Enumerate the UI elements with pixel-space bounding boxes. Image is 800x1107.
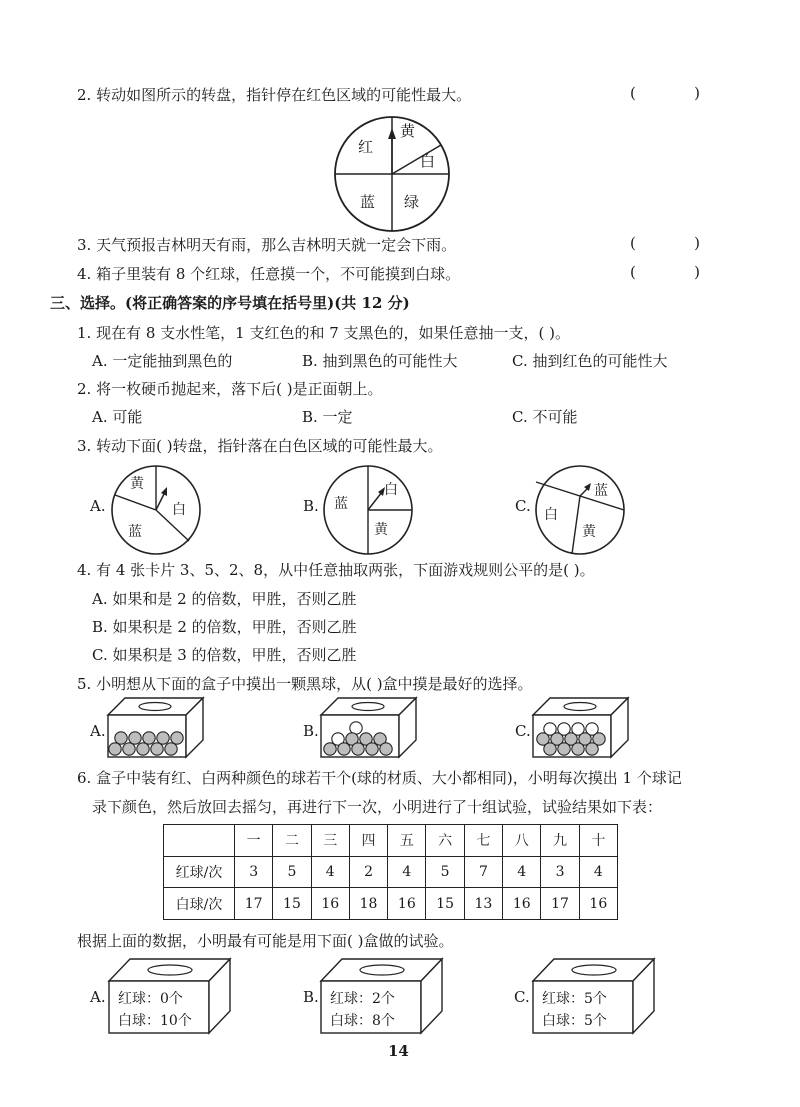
choice-q2-option-b[interactable]: B. 一定 [302, 408, 353, 426]
table-cell: 17 [541, 888, 579, 920]
gray-ball [572, 743, 584, 755]
paren-open: ( [630, 234, 636, 252]
gray-ball [352, 743, 364, 755]
table-cell: 5 [273, 856, 311, 888]
choice-q6-stem-line1: 6. 盒子中装有红、白两种颜色的球若干个(球的材质、大小都相同)，小明每次摸出 1 个球记 [77, 769, 682, 787]
choice-q4-stem: 4. 有 4 张卡片 3、5、2、8，从中任意抽取两张，下面游戏规则公平的是( )。 [77, 561, 595, 579]
table-header-cell: 一 [235, 825, 273, 857]
table-cell: 17 [235, 888, 273, 920]
gray-ball [165, 743, 177, 755]
table-cell: 13 [464, 888, 502, 920]
table-cell: 5 [426, 856, 464, 888]
choice-q1-option-a[interactable]: A. 一定能抽到黑色的 [92, 352, 233, 370]
tf-q2-answer[interactable] [630, 84, 700, 102]
box-a-white-count: 白球：10个 [118, 1013, 192, 1029]
gray-ball [380, 743, 392, 755]
choice-q5-label-b[interactable]: B. [303, 722, 319, 740]
choice-q1-option-c[interactable]: C. 抽到红色的可能性大 [512, 352, 668, 370]
choice-q5-label-c[interactable]: C. [515, 722, 531, 740]
gray-ball [137, 743, 149, 755]
table-header-cell [164, 825, 235, 857]
choice-q6-box-c[interactable] [530, 955, 658, 1037]
paren-open: ( [630, 263, 636, 281]
choice-q6-box-b[interactable] [318, 955, 446, 1037]
table-row [164, 856, 618, 888]
choice-q5-box-c[interactable] [530, 695, 630, 760]
spinner-label-red: 红 [358, 138, 374, 156]
choice-q3-stem: 3. 转动下面( )转盘，指针落在白色区域的可能性最大。 [77, 437, 443, 455]
choice-q3-spinner-c[interactable] [532, 462, 628, 558]
table-row [164, 888, 618, 920]
table-cell: 18 [349, 888, 387, 920]
choice-q6-label-a[interactable]: A. [90, 988, 106, 1006]
choice-q5-box-b[interactable] [318, 695, 418, 760]
table-cell: 7 [464, 856, 502, 888]
gray-ball [338, 743, 350, 755]
gray-ball [151, 743, 163, 755]
table-cell: 2 [349, 856, 387, 888]
gray-ball [586, 743, 598, 755]
paren-close: ) [694, 263, 700, 281]
tf-q3-answer[interactable] [630, 234, 700, 252]
choice-q6-stem-line2: 录下颜色，然后放回去摇匀，再进行下一次，小明进行了十组试验，试验结果如下表： [92, 798, 663, 816]
choice-q3-label-c[interactable]: C. [515, 497, 531, 515]
box-c-red-count: 红球：5个 [542, 991, 607, 1007]
gray-ball [109, 743, 121, 755]
paren-close: ) [694, 84, 700, 102]
tf-q4-text: 4. 箱子里装有 8 个红球，任意摸一个，不可能摸到白球。 [77, 265, 461, 283]
table-cell: 4 [579, 856, 617, 888]
choice-q5-label-a[interactable]: A. [90, 722, 106, 740]
box-a-red-count: 红球：0个 [118, 991, 183, 1007]
table-cell: 15 [426, 888, 464, 920]
table-header-row [164, 825, 618, 857]
spinner-label-white: 白 [420, 152, 436, 170]
spinner-label-white: 白 [544, 507, 558, 523]
tf-q4-answer[interactable] [630, 263, 700, 281]
gray-ball [115, 732, 127, 744]
table-cell: 4 [503, 856, 541, 888]
box-c-white-count: 白球：5个 [542, 1013, 607, 1029]
spinner-label-yellow: 黄 [374, 522, 388, 538]
gray-ball [129, 732, 141, 744]
choice-q3-label-a[interactable]: A. [90, 497, 106, 515]
table-header-cell: 八 [503, 825, 541, 857]
table-header-cell: 九 [541, 825, 579, 857]
spinner-label-white: 白 [384, 482, 398, 498]
box-b-red-count: 红球：2个 [330, 991, 395, 1007]
table-cell: 15 [273, 888, 311, 920]
table-cell: 16 [503, 888, 541, 920]
spinner-label-blue: 蓝 [594, 483, 608, 499]
spinner-label-green: 绿 [404, 193, 420, 211]
table-header-cell: 四 [349, 825, 387, 857]
choice-q5-box-a[interactable] [105, 695, 205, 760]
gray-ball [123, 743, 135, 755]
section-3-title: 三、选择。(将正确答案的序号填在括号里)(共 12 分) [50, 294, 410, 312]
box-b-white-count: 白球：8个 [330, 1013, 395, 1029]
page-number: 14 [388, 1042, 409, 1060]
gray-ball [157, 732, 169, 744]
spinner-label-white: 白 [172, 502, 186, 518]
gray-ball [324, 743, 336, 755]
choice-q1-option-b[interactable]: B. 抽到黑色的可能性大 [302, 352, 458, 370]
spinner-label-yellow: 黄 [582, 524, 596, 540]
choice-q2-option-c[interactable]: C. 不可能 [512, 408, 578, 426]
table-cell: 白球/次 [164, 888, 235, 920]
table-header-cell: 七 [464, 825, 502, 857]
choice-q4-option-a[interactable]: A. 如果和是 2 的倍数，甲胜，否则乙胜 [92, 590, 357, 608]
table-header-cell: 二 [273, 825, 311, 857]
table-cell: 3 [541, 856, 579, 888]
choice-q1-stem: 1. 现在有 8 支水性笔，1 支红色的和 7 支黑色的，如果任意抽一支，( )。 [77, 324, 571, 342]
gray-ball [171, 732, 183, 744]
spinner-label-blue: 蓝 [360, 193, 376, 211]
table-header-cell: 三 [311, 825, 349, 857]
spinner-label-blue: 蓝 [334, 496, 348, 512]
choice-q3-label-b[interactable]: B. [303, 497, 319, 515]
choice-q6-label-c[interactable]: C. [514, 988, 530, 1006]
tf-q2-text: 2. 转动如图所示的转盘，指针停在红色区域的可能性最大。 [77, 86, 472, 104]
table-header-cell: 十 [579, 825, 617, 857]
table-header-cell: 五 [388, 825, 426, 857]
trial-results-table [163, 824, 618, 920]
gray-ball [143, 732, 155, 744]
spinner-label-yellow: 黄 [400, 122, 416, 140]
choice-q6-question: 根据上面的数据，小明最有可能是用下面( )盒做的试验。 [77, 932, 454, 950]
tf-q3-text: 3. 天气预报吉林明天有雨，那么吉林明天就一定会下雨。 [77, 236, 457, 254]
gray-ball [366, 743, 378, 755]
table-cell: 红球/次 [164, 856, 235, 888]
paren-close: ) [694, 234, 700, 252]
table-cell: 4 [311, 856, 349, 888]
choice-q6-label-b[interactable]: B. [303, 988, 319, 1006]
gray-ball [544, 743, 556, 755]
choice-q3-spinner-b[interactable] [320, 462, 416, 558]
ball-group [109, 732, 183, 755]
choice-q4-option-c[interactable]: C. 如果积是 3 的倍数，甲胜，否则乙胜 [92, 646, 357, 664]
table-cell: 4 [388, 856, 426, 888]
choice-q2-option-a[interactable]: A. 可能 [92, 408, 143, 426]
tf-q2-spinner [330, 112, 454, 236]
choice-q2-stem: 2. 将一枚硬币抛起来，落下后( )是正面朝上。 [77, 380, 383, 398]
spinner-label-blue: 蓝 [128, 524, 142, 540]
spinner-label-yellow: 黄 [130, 476, 144, 492]
choice-q4-option-b[interactable]: B. 如果积是 2 的倍数，甲胜，否则乙胜 [92, 618, 357, 636]
paren-open: ( [630, 84, 636, 102]
choice-q6-box-a[interactable] [106, 955, 234, 1037]
table-cell: 16 [311, 888, 349, 920]
table-header-cell: 六 [426, 825, 464, 857]
table-cell: 16 [579, 888, 617, 920]
choice-q5-stem: 5. 小明想从下面的盒子中摸出一颗黑球，从( )盒中摸是最好的选择。 [77, 675, 533, 693]
choice-q3-spinner-a[interactable] [108, 462, 204, 558]
table-cell: 16 [388, 888, 426, 920]
table-cell: 3 [235, 856, 273, 888]
gray-ball [558, 743, 570, 755]
